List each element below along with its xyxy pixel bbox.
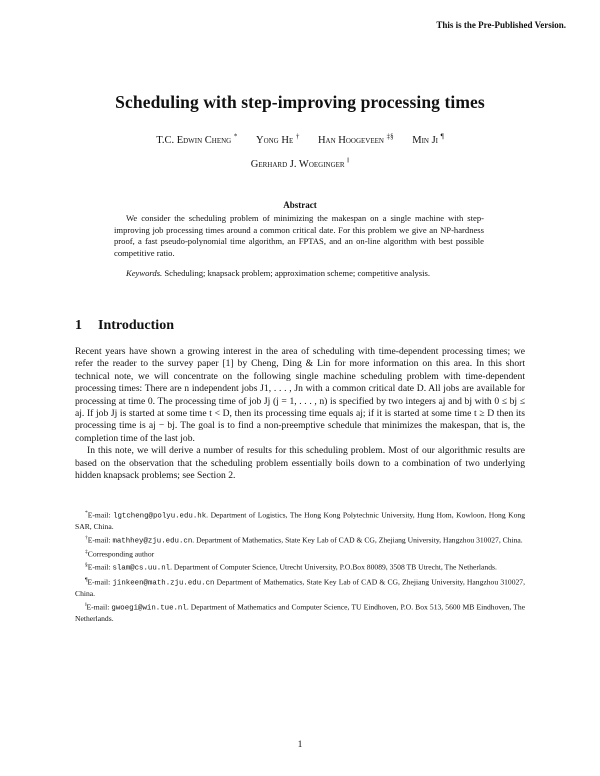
section-heading bbox=[75, 318, 190, 334]
section-title: Introduction bbox=[98, 318, 174, 333]
author: T.C. Edwin Cheng * bbox=[156, 132, 238, 146]
paragraph: In this note, we will derive a number of results for this scheduling problem. Most of our algorithmic results are based on the observation that the scheduling problem essentially boils down to a combination of two underlying hidden knapsack problems; see Section 2. bbox=[75, 445, 525, 482]
pre-published-note: This is the Pre-Published Version. bbox=[436, 20, 566, 30]
intro-body bbox=[75, 346, 525, 482]
section-number: 1 bbox=[75, 318, 82, 333]
footnote: ¶E-mail: jinkeen@math.zju.edu.cn Department of Mathematics, State Key Lab of CAD & CG, Zhejiang University, Hangzhou 310027, China. bbox=[75, 576, 525, 598]
footnote: ‡Corresponding author bbox=[85, 549, 155, 559]
keywords-text: Scheduling; knapsack problem; approximation scheme; competitive analysis. bbox=[164, 268, 431, 278]
footnote: †E-mail: mathhey@zju.edu.cn. Department of Mathematics, State Key Lab of CAD & CG, Zhejiang University, Hangzhou 310027, China. bbox=[85, 534, 523, 546]
author: Min Ji ¶ bbox=[412, 132, 444, 146]
abstract-text: We consider the scheduling problem of minimizing the makespan on a single machine with step-improving job processing times around a common critical date. For this problem we give an NP-hardness proof, a fast pseudo-polynomial time algorithm, an FPTAS, and an on-line algorithm with best possible competitive ratio. bbox=[114, 213, 484, 258]
author: Gerhard J. Woeginger ‖ bbox=[250, 156, 350, 170]
footnote: §E-mail: slam@cs.uu.nl. Department of Computer Science, Utrecht University, P.O.Box 80089, 3508 TB Utrecht, The Netherlands. bbox=[85, 562, 497, 573]
footnote: *E-mail: lgtcheng@polyu.edu.hk. Department of Logistics, The Hong Kong Polytechnic University, Hung Hom, Kowloon, Hong Kong SAR, China. bbox=[75, 510, 525, 532]
paragraph: Recent years have shown a growing interest in the area of scheduling with time-dependent processing times; we refer the reader to the survey paper [1] by Cheng, Ding & Lin for more information on this area. In this short technical note, we will concentrate on the following single machine scheduling problem with time-dependent processing times: There are n independent jobs J1, . . . , Jn with a common critical date D. All jobs are available for processing at time 0. The processing time of job Jj (j = 1, . . . , n) is specified by two integers aj and bj with 0 ≤ bj ≤ aj. If job Jj is started at some time t < D, then its processing time equals aj; if it is started at some time t ≥ D then its processing time is aj − bj. The goal is to find a non-preemptive schedule that minimizes the makespan, that is, the completion time of the last job. bbox=[75, 346, 525, 444]
footnote: ‖E-mail: gwoegi@win.tue.nl. Department of Mathematics and Computer Science, TU Eindhoven, P.O. Box 513, 5600 MB Eindhoven, The Netherlands. bbox=[75, 601, 525, 623]
footnotes bbox=[75, 508, 525, 625]
page-number: 1 bbox=[297, 739, 303, 750]
paper-title: Scheduling with step-improving processing times bbox=[115, 92, 485, 112]
author: Yong He † bbox=[255, 132, 300, 146]
author: Han Hoogeveen ‡§ bbox=[317, 132, 394, 146]
keywords bbox=[114, 268, 504, 278]
abstract-body bbox=[114, 213, 484, 259]
keywords-label: Keywords. bbox=[126, 268, 163, 278]
abstract-heading: Abstract bbox=[283, 200, 317, 210]
author-list bbox=[60, 126, 540, 175]
